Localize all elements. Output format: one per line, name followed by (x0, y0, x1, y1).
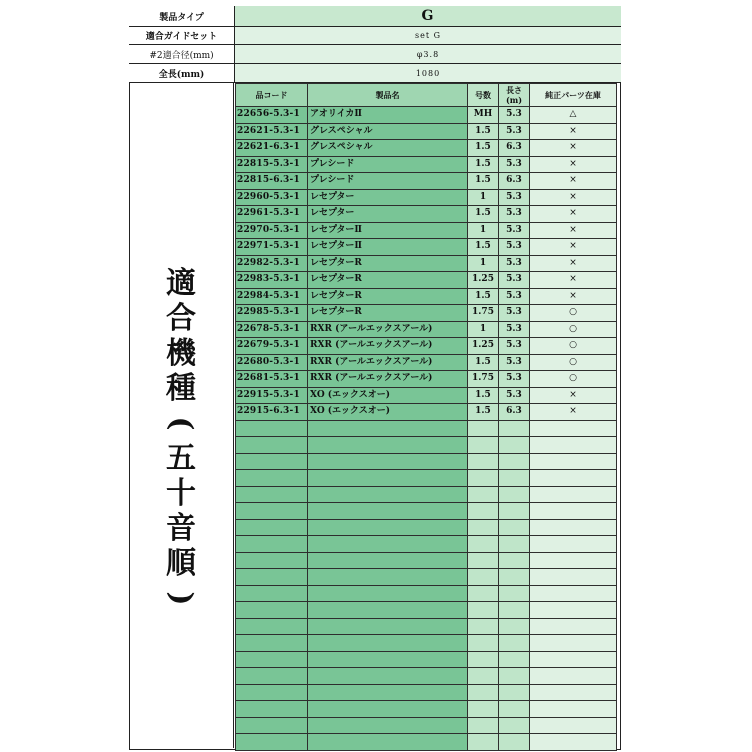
cell-code (236, 569, 308, 586)
table-row (236, 255, 617, 272)
cell-stock (530, 453, 617, 470)
cell-code (236, 437, 308, 454)
cell-code: 22915-5.3-1 (236, 387, 308, 404)
cell-code: 22984-5.3-1 (236, 288, 308, 305)
cell-stock (530, 437, 617, 454)
cell-code (236, 734, 308, 751)
cell-name: レセプターR (308, 288, 468, 305)
side-char: 種 (166, 371, 196, 406)
table-row (236, 305, 617, 322)
cell-name: RXR (アールエックスアール) (308, 338, 468, 355)
cell-stock: ○ (530, 321, 617, 338)
cell-stock: △ (530, 107, 617, 124)
cell-size: 1.25 (468, 272, 499, 289)
table-row (236, 536, 617, 553)
cell-code (236, 519, 308, 536)
cell-length (499, 668, 530, 685)
cell-size: 1 (468, 321, 499, 338)
column-header-size: 号数 (468, 84, 499, 107)
table-row (236, 618, 617, 635)
cell-name (308, 470, 468, 487)
side-char: ( (163, 416, 199, 431)
cell-size: 1.5 (468, 387, 499, 404)
length-label: 全長(mm) (129, 64, 235, 82)
cell-name (308, 453, 468, 470)
cell-size: 1.75 (468, 371, 499, 388)
cell-code: 22983-5.3-1 (236, 272, 308, 289)
column-header-stock: 純正パーツ在庫 (530, 84, 617, 107)
cell-name: RXR (アールエックスアール) (308, 321, 468, 338)
table-row (236, 734, 617, 751)
table-row (236, 503, 617, 520)
cell-code (236, 602, 308, 619)
column-header-name: 製品名 (308, 84, 468, 107)
table-row (236, 354, 617, 371)
cell-stock (530, 420, 617, 437)
cell-length (499, 635, 530, 652)
cell-size (468, 470, 499, 487)
cell-size (468, 668, 499, 685)
cell-length: 5.3 (499, 288, 530, 305)
cell-name (308, 635, 468, 652)
cell-size: 1 (468, 255, 499, 272)
cell-name: レセプターⅡ (308, 239, 468, 256)
cell-size: 1.5 (468, 173, 499, 190)
cell-size (468, 585, 499, 602)
cell-stock (530, 602, 617, 619)
table-row (236, 635, 617, 652)
cell-name (308, 536, 468, 553)
cell-length (499, 470, 530, 487)
cell-length: 5.3 (499, 305, 530, 322)
cell-name (308, 519, 468, 536)
cell-stock (530, 618, 617, 635)
table-header-row (236, 84, 617, 107)
cell-length (499, 569, 530, 586)
cell-code (236, 420, 308, 437)
table-row (236, 668, 617, 685)
guide-set-value: set G (235, 27, 621, 44)
product-type-value: G (235, 6, 621, 26)
cell-size: 1.25 (468, 338, 499, 355)
cell-length: 5.3 (499, 206, 530, 223)
cell-code: 22982-5.3-1 (236, 255, 308, 272)
column-header-code: 品コード (236, 84, 308, 107)
cell-name: プレシード (308, 156, 468, 173)
cell-code: 22681-5.3-1 (236, 371, 308, 388)
cell-name (308, 569, 468, 586)
table-row (236, 701, 617, 718)
cell-size: 1.5 (468, 239, 499, 256)
cell-stock: × (530, 222, 617, 239)
cell-name (308, 585, 468, 602)
table-row (236, 371, 617, 388)
cell-code: 22679-5.3-1 (236, 338, 308, 355)
length-value: 1080 (235, 64, 621, 82)
cell-length: 5.3 (499, 156, 530, 173)
cell-code (236, 552, 308, 569)
cell-stock (530, 734, 617, 751)
cell-code: 22985-5.3-1 (236, 305, 308, 322)
table-row (236, 206, 617, 223)
cell-length (499, 701, 530, 718)
cell-size (468, 536, 499, 553)
cell-length (499, 602, 530, 619)
cell-size: 1.5 (468, 354, 499, 371)
side-char: ) (163, 591, 199, 606)
cell-stock: × (530, 156, 617, 173)
cell-stock: ○ (530, 354, 617, 371)
cell-code: 22815-6.3-1 (236, 173, 308, 190)
cell-name: グレスペシャル (308, 123, 468, 140)
cell-name: プレシード (308, 173, 468, 190)
cell-name: グレスペシャル (308, 140, 468, 157)
cell-stock: × (530, 189, 617, 206)
cell-size (468, 602, 499, 619)
cell-name (308, 618, 468, 635)
cell-size (468, 453, 499, 470)
cell-stock (530, 701, 617, 718)
diameter-value: φ3.8 (235, 45, 621, 63)
table-row (236, 338, 617, 355)
cell-length: 5.3 (499, 107, 530, 124)
cell-stock: × (530, 206, 617, 223)
cell-size (468, 734, 499, 751)
table-row (236, 486, 617, 503)
cell-stock (530, 569, 617, 586)
length-row (129, 64, 621, 82)
cell-size (468, 618, 499, 635)
table-row (236, 189, 617, 206)
table-row (236, 552, 617, 569)
cell-size (468, 701, 499, 718)
table-row (236, 519, 617, 536)
cell-code (236, 585, 308, 602)
cell-name (308, 734, 468, 751)
table-row (236, 437, 617, 454)
table-row (236, 569, 617, 586)
guide-set-label: 適合ガイドセット (129, 27, 235, 44)
cell-length (499, 503, 530, 520)
cell-code: 22656-5.3-1 (236, 107, 308, 124)
table-row (236, 420, 617, 437)
product-type-row (129, 6, 621, 26)
cell-code: 22680-5.3-1 (236, 354, 308, 371)
cell-stock (530, 668, 617, 685)
cell-name: RXR (アールエックスアール) (308, 371, 468, 388)
cell-length: 5.3 (499, 354, 530, 371)
cell-code (236, 701, 308, 718)
cell-length: 5.3 (499, 255, 530, 272)
side-char: 適 (166, 266, 196, 301)
side-char: 順 (166, 546, 196, 581)
cell-name: XO (エックスオー) (308, 404, 468, 421)
cell-code: 22621-5.3-1 (236, 123, 308, 140)
cell-length (499, 585, 530, 602)
table-row (236, 602, 617, 619)
cell-name: レセプターR (308, 255, 468, 272)
cell-stock: ○ (530, 338, 617, 355)
cell-code (236, 717, 308, 734)
cell-length (499, 519, 530, 536)
cell-size: 1.5 (468, 206, 499, 223)
compatibility-table (235, 83, 617, 751)
cell-length: 6.3 (499, 140, 530, 157)
cell-length (499, 536, 530, 553)
cell-stock: × (530, 387, 617, 404)
table-row (236, 288, 617, 305)
table-body (236, 107, 617, 751)
table-row (236, 321, 617, 338)
cell-stock: × (530, 140, 617, 157)
cell-size (468, 486, 499, 503)
cell-length: 5.3 (499, 239, 530, 256)
cell-size (468, 503, 499, 520)
cell-name: レセプター (308, 189, 468, 206)
table-row (236, 123, 617, 140)
side-char: 機 (166, 336, 196, 371)
cell-size (468, 684, 499, 701)
cell-name: RXR (アールエックスアール) (308, 354, 468, 371)
cell-size: 1.5 (468, 123, 499, 140)
table-row (236, 173, 617, 190)
cell-size: 1.5 (468, 156, 499, 173)
cell-name: XO (エックスオー) (308, 387, 468, 404)
cell-size (468, 717, 499, 734)
column-header-length: 長さ(m) (499, 84, 530, 107)
cell-name (308, 717, 468, 734)
cell-length: 5.3 (499, 272, 530, 289)
cell-name (308, 651, 468, 668)
cell-name (308, 602, 468, 619)
cell-code (236, 668, 308, 685)
cell-code: 22621-6.3-1 (236, 140, 308, 157)
cell-length: 5.3 (499, 338, 530, 355)
cell-stock (530, 519, 617, 536)
cell-code: 22815-5.3-1 (236, 156, 308, 173)
cell-stock (530, 635, 617, 652)
cell-size (468, 437, 499, 454)
cell-code (236, 618, 308, 635)
side-char: 五 (166, 441, 196, 476)
cell-stock (530, 585, 617, 602)
cell-stock: × (530, 123, 617, 140)
cell-stock (530, 536, 617, 553)
diameter-label: #2適合径(mm) (129, 45, 235, 63)
cell-stock: × (530, 239, 617, 256)
cell-stock: × (530, 255, 617, 272)
cell-name (308, 552, 468, 569)
cell-code: 22961-5.3-1 (236, 206, 308, 223)
cell-code: 22970-5.3-1 (236, 222, 308, 239)
cell-code (236, 453, 308, 470)
table-row (236, 651, 617, 668)
cell-size: 1.75 (468, 305, 499, 322)
cell-stock: × (530, 404, 617, 421)
table-row (236, 222, 617, 239)
cell-name: レセプターR (308, 272, 468, 289)
table-row (236, 717, 617, 734)
cell-code (236, 503, 308, 520)
table-row (236, 453, 617, 470)
cell-stock (530, 486, 617, 503)
cell-code (236, 486, 308, 503)
cell-length (499, 420, 530, 437)
table-row (236, 140, 617, 157)
cell-stock: ○ (530, 371, 617, 388)
cell-length: 5.3 (499, 189, 530, 206)
table-row (236, 272, 617, 289)
cell-name (308, 701, 468, 718)
table-row (236, 404, 617, 421)
cell-length (499, 734, 530, 751)
cell-length: 5.3 (499, 222, 530, 239)
cell-stock (530, 470, 617, 487)
cell-length: 6.3 (499, 173, 530, 190)
cell-name: レセプターR (308, 305, 468, 322)
cell-size (468, 420, 499, 437)
cell-length (499, 618, 530, 635)
cell-length (499, 717, 530, 734)
cell-size: 1 (468, 189, 499, 206)
cell-length: 5.3 (499, 371, 530, 388)
table-row (236, 239, 617, 256)
cell-size (468, 519, 499, 536)
cell-length: 5.3 (499, 321, 530, 338)
cell-length: 6.3 (499, 404, 530, 421)
product-type-label: 製品タイプ (129, 6, 235, 26)
cell-stock (530, 684, 617, 701)
cell-name (308, 668, 468, 685)
diameter-row (129, 45, 621, 63)
side-char: 合 (166, 301, 196, 336)
cell-size: 1.5 (468, 288, 499, 305)
guide-set-row (129, 27, 621, 44)
cell-code (236, 651, 308, 668)
cell-name (308, 437, 468, 454)
table-row (236, 470, 617, 487)
cell-code (236, 470, 308, 487)
compatible-models-label (129, 82, 234, 748)
cell-name: アオリイカⅡ (308, 107, 468, 124)
cell-length (499, 651, 530, 668)
cell-stock: × (530, 272, 617, 289)
side-char: 十 (166, 476, 196, 511)
cell-stock: ○ (530, 305, 617, 322)
cell-name (308, 420, 468, 437)
cell-code: 22915-6.3-1 (236, 404, 308, 421)
cell-stock (530, 552, 617, 569)
cell-size (468, 635, 499, 652)
cell-length: 5.3 (499, 123, 530, 140)
cell-length (499, 684, 530, 701)
cell-code: 22971-5.3-1 (236, 239, 308, 256)
cell-stock (530, 651, 617, 668)
cell-code (236, 635, 308, 652)
table-row (236, 684, 617, 701)
table-row (236, 585, 617, 602)
cell-length (499, 437, 530, 454)
cell-stock (530, 717, 617, 734)
cell-code: 22678-5.3-1 (236, 321, 308, 338)
cell-stock: × (530, 288, 617, 305)
cell-name: レセプターⅡ (308, 222, 468, 239)
cell-size: MH (468, 107, 499, 124)
side-char: 音 (166, 511, 196, 546)
cell-size: 1.5 (468, 404, 499, 421)
table-row (236, 107, 617, 124)
table-row (236, 156, 617, 173)
cell-stock (530, 503, 617, 520)
cell-code (236, 536, 308, 553)
cell-length (499, 486, 530, 503)
table-row (236, 387, 617, 404)
cell-size (468, 569, 499, 586)
cell-length: 5.3 (499, 387, 530, 404)
cell-size: 1 (468, 222, 499, 239)
cell-stock: × (530, 173, 617, 190)
cell-name (308, 503, 468, 520)
cell-code: 22960-5.3-1 (236, 189, 308, 206)
cell-code (236, 684, 308, 701)
cell-size (468, 552, 499, 569)
cell-length (499, 453, 530, 470)
cell-name (308, 486, 468, 503)
cell-name (308, 684, 468, 701)
cell-name: レセプター (308, 206, 468, 223)
cell-length (499, 552, 530, 569)
cell-size: 1.5 (468, 140, 499, 157)
cell-size (468, 651, 499, 668)
